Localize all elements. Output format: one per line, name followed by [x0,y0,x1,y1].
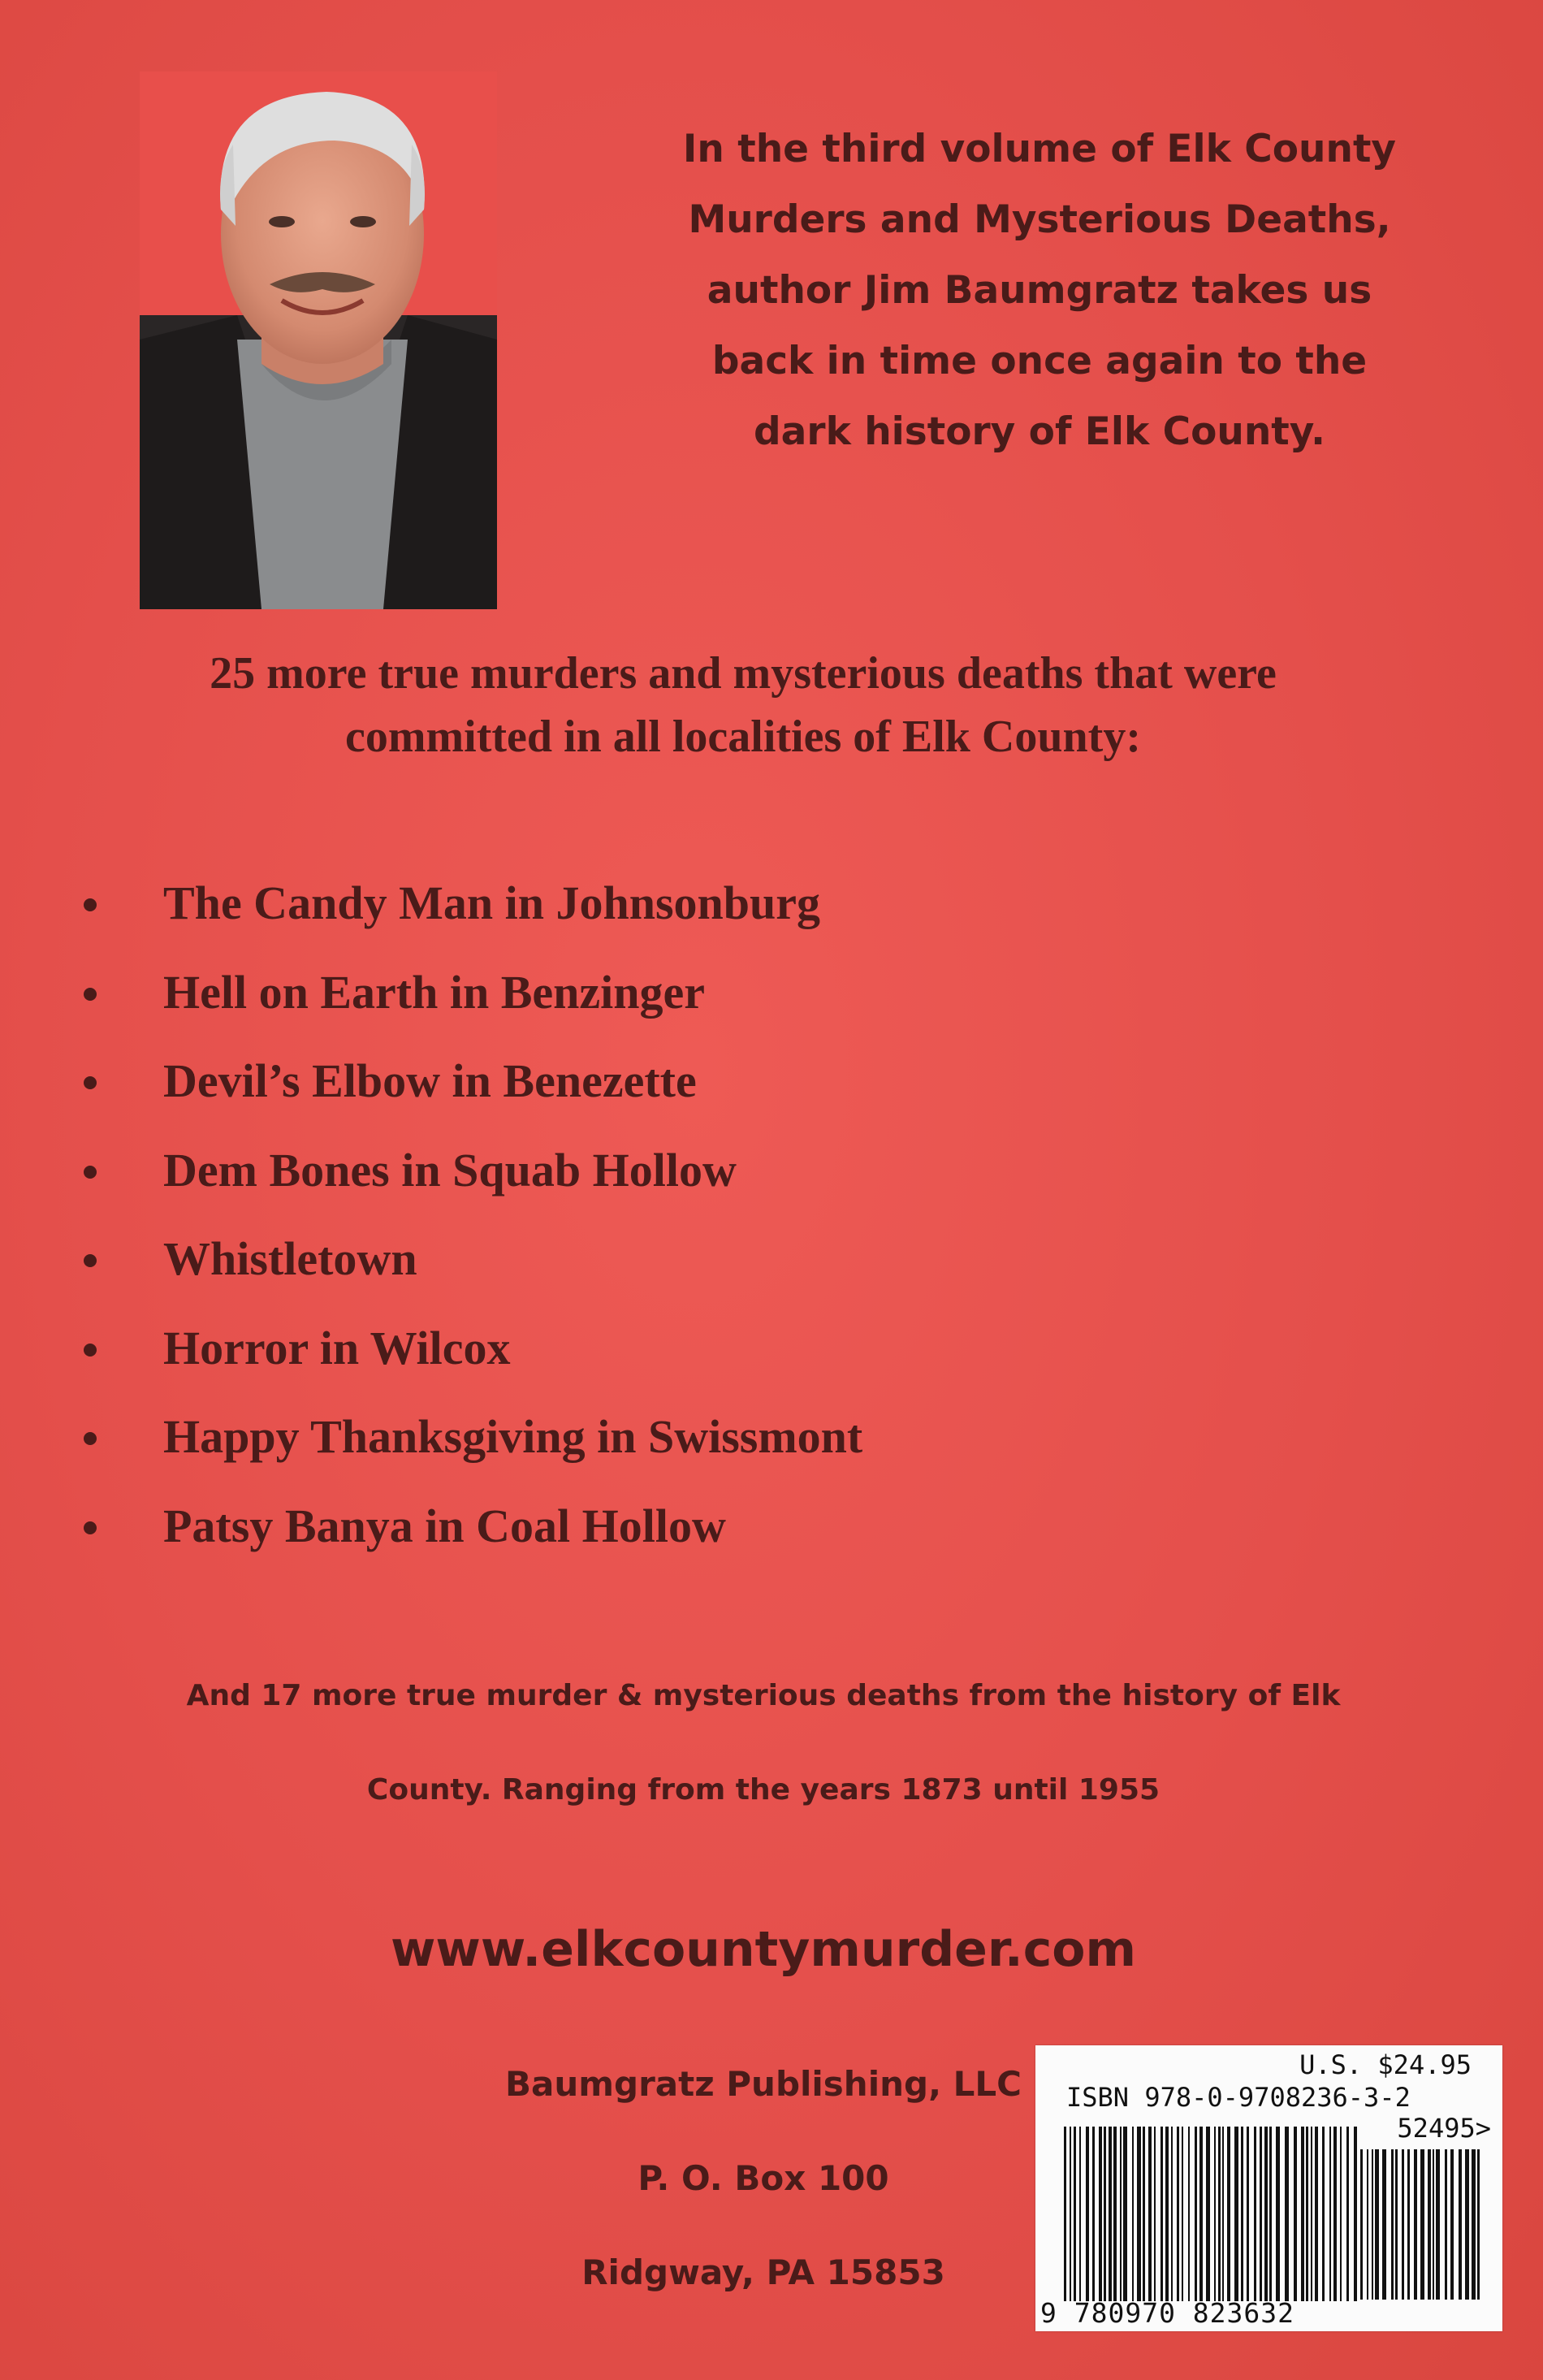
intro-text [122,642,1364,768]
barcode-bars [1064,2127,1358,2301]
price-label: U.S. $24.95 [1299,2049,1472,2080]
bullet-icon [84,1254,97,1267]
addon-code: 52495> [1397,2113,1491,2144]
publisher-city: Ridgway, PA 15853 [581,2252,945,2292]
bullet-icon [84,1076,97,1089]
barcode-digits: 9 780970 823632 [1040,2297,1295,2329]
intro-line: 25 more true murders and mysterious deaths that were [210,648,1277,699]
case-title: Devil’s Elbow in Benezette [163,1054,697,1107]
author-photo [140,71,497,609]
bullet-icon [84,988,97,1001]
publisher-box: P. O. Box 100 [638,2158,889,2198]
case-title: Horror in Wilcox [163,1321,511,1374]
blurb-line: author Jim Baumgratz takes us [707,268,1372,313]
website-link[interactable]: www.elkcountymurder.com [390,1921,1137,1978]
blurb-line: dark history of Elk County. [754,409,1325,454]
case-title: Whistletown [163,1232,417,1285]
blurb [642,114,1437,467]
bullet-icon [84,1432,97,1445]
bullet-icon [84,1166,97,1179]
isbn-label: ISBN 978-0-9708236-3-2 [1066,2082,1411,2113]
publisher-info [455,2037,1072,2320]
blurb-line: In the third volume of Elk County [682,127,1397,171]
bullet-icon [84,1521,97,1534]
blurb-line: Murders and Mysterious Deaths, [688,197,1391,242]
isbn-barcode [1035,2045,1502,2331]
intro-line: committed in all localities of Elk County: [345,712,1141,762]
addon-barcode-bars [1360,2149,1482,2300]
case-title: Patsy Banya in Coal Hollow [163,1499,726,1552]
bullet-icon [84,898,97,911]
case-title: The Candy Man in Johnsonburg [163,876,821,929]
bullet-icon [84,1344,97,1357]
more-line: County. Ranging from the years 1873 until 1955 [366,1773,1160,1807]
case-title: Dem Bones in Squab Hollow [163,1143,737,1196]
publisher-name: Baumgratz Publishing, LLC [504,2064,1022,2104]
more-cases-note [122,1649,1405,1837]
blurb-line: back in time once again to the [711,339,1368,383]
more-line: And 17 more true murder & mysterious deaths from the history of Elk [186,1679,1341,1712]
case-title: Hell on Earth in Benzinger [163,965,705,1019]
case-title: Happy Thanksgiving in Swissmont [163,1410,863,1463]
